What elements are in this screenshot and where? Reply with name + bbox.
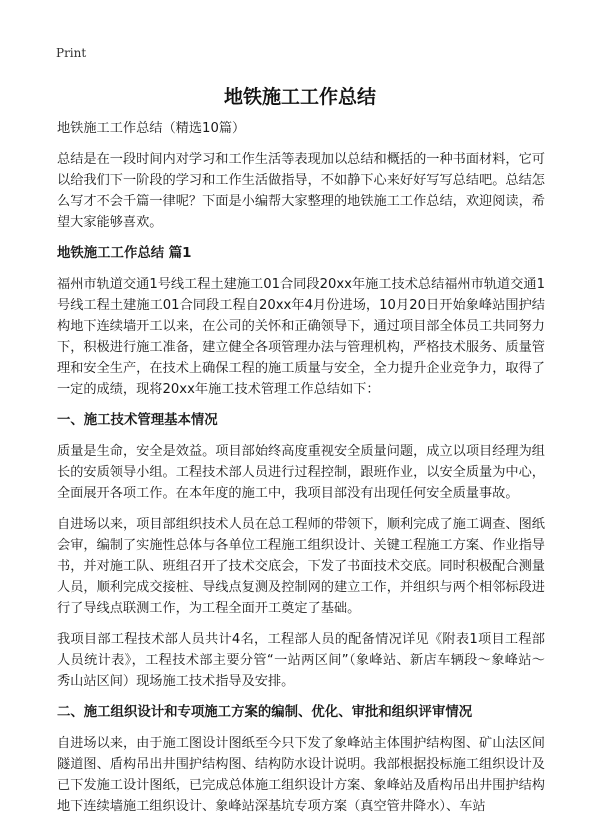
article-intro-paragraph: 福州市轨道交通1号线工程土建施工01合同段20xx年施工技术总结福州市轨道交通1号线工程土建施工01合同段工程自20xx年4月份进场，10月20日开始象峰站围护结构地下连续墙开工以来，在公司的关怀和正确领导下，通过项目部全体员工共同努力下，积极进行施工准备，建立健全各项管理办法与管理机构，严格技术服务、质量管理和安全生产，在技术上确保工程的施工质量与安全，全力提升企业竞争力，取得了一定的成绩，现将20xx年施工技术管理工作总结如下：: [57, 277, 545, 397]
intro-paragraph: 总结是在一段时间内对学习和工作生活等表现加以总结和概括的一种书面材料，它可以给我们下一阶段的学习和工作生活做指导，不如静下心来好好写写总结吧。总结怎么写才不会千篇一律呢？下面是小编帮大家整理的地铁施工工作总结，欢迎阅读，希望大家能够喜欢。: [57, 152, 545, 230]
article-body: [57, 118, 545, 817]
section2-paragraph-1: 自进场以来，由于施工图设计图纸至今只下发了象峰站主体围护结构图、矿山法区间隧道图、盾构吊出井围护结构图、结构防水设计说明。我部根据投标施工组织设计及已下发施工设计图纸，已完成总体施工组织设计方案、象峰站及盾构吊出井围护结构地下连续墙施工组织设计、象峰站深基坑专项方案（真空管井降水）、车站: [57, 736, 545, 814]
article-subtitle: 地铁施工工作总结（精选10篇）: [57, 121, 246, 136]
page-title: 地铁施工工作总结: [223, 86, 376, 108]
section1-paragraph-2: 自进场以来，项目部组织技术人员在总工程师的带领下，顺利完成了施工调查、图纸会审，编制了实施性总体与各单位工程施工组织设计、关键工程施工方案、作业指导书，并对施工队、班组召开了技术交底会，下发了书面技术交底。同时积极配合测量人员，顺利完成交接桩、导线点复测及控制网的建立工作，并组织与两个相邻标段进行了导线点联测工作，为工程全面开工奠定了基础。: [57, 517, 545, 616]
print-link[interactable]: Print: [56, 46, 87, 60]
section1-paragraph-1: 质量是生命，安全是效益。项目部始终高度重视安全质量问题，成立以项目经理为组长的安质领导小组。工程技术部人员进行过程控制，跟班作业，以安全质量为中心，全面展开各项工作。在本年度的施工中，我项目部没有出现任何安全质量事故。: [57, 444, 545, 501]
section1-heading: 一、施工技术管理基本情况: [57, 413, 218, 428]
article-heading: 地铁施工工作总结 篇1: [57, 246, 192, 261]
section2-heading: 二、施工组织设计和专项施工方案的编制、优化、审批和组织评审情况: [57, 705, 473, 720]
section1-paragraph-3: 我项目部工程技术部人员共计4名，工程部人员的配备情况详见《附表1项目工程部人员统计表》，工程技术部主要分管“一站两区间”（象峰站、新店车辆段～象峰站～秀山站区间）现场施工技术指导及安排。: [57, 632, 545, 689]
